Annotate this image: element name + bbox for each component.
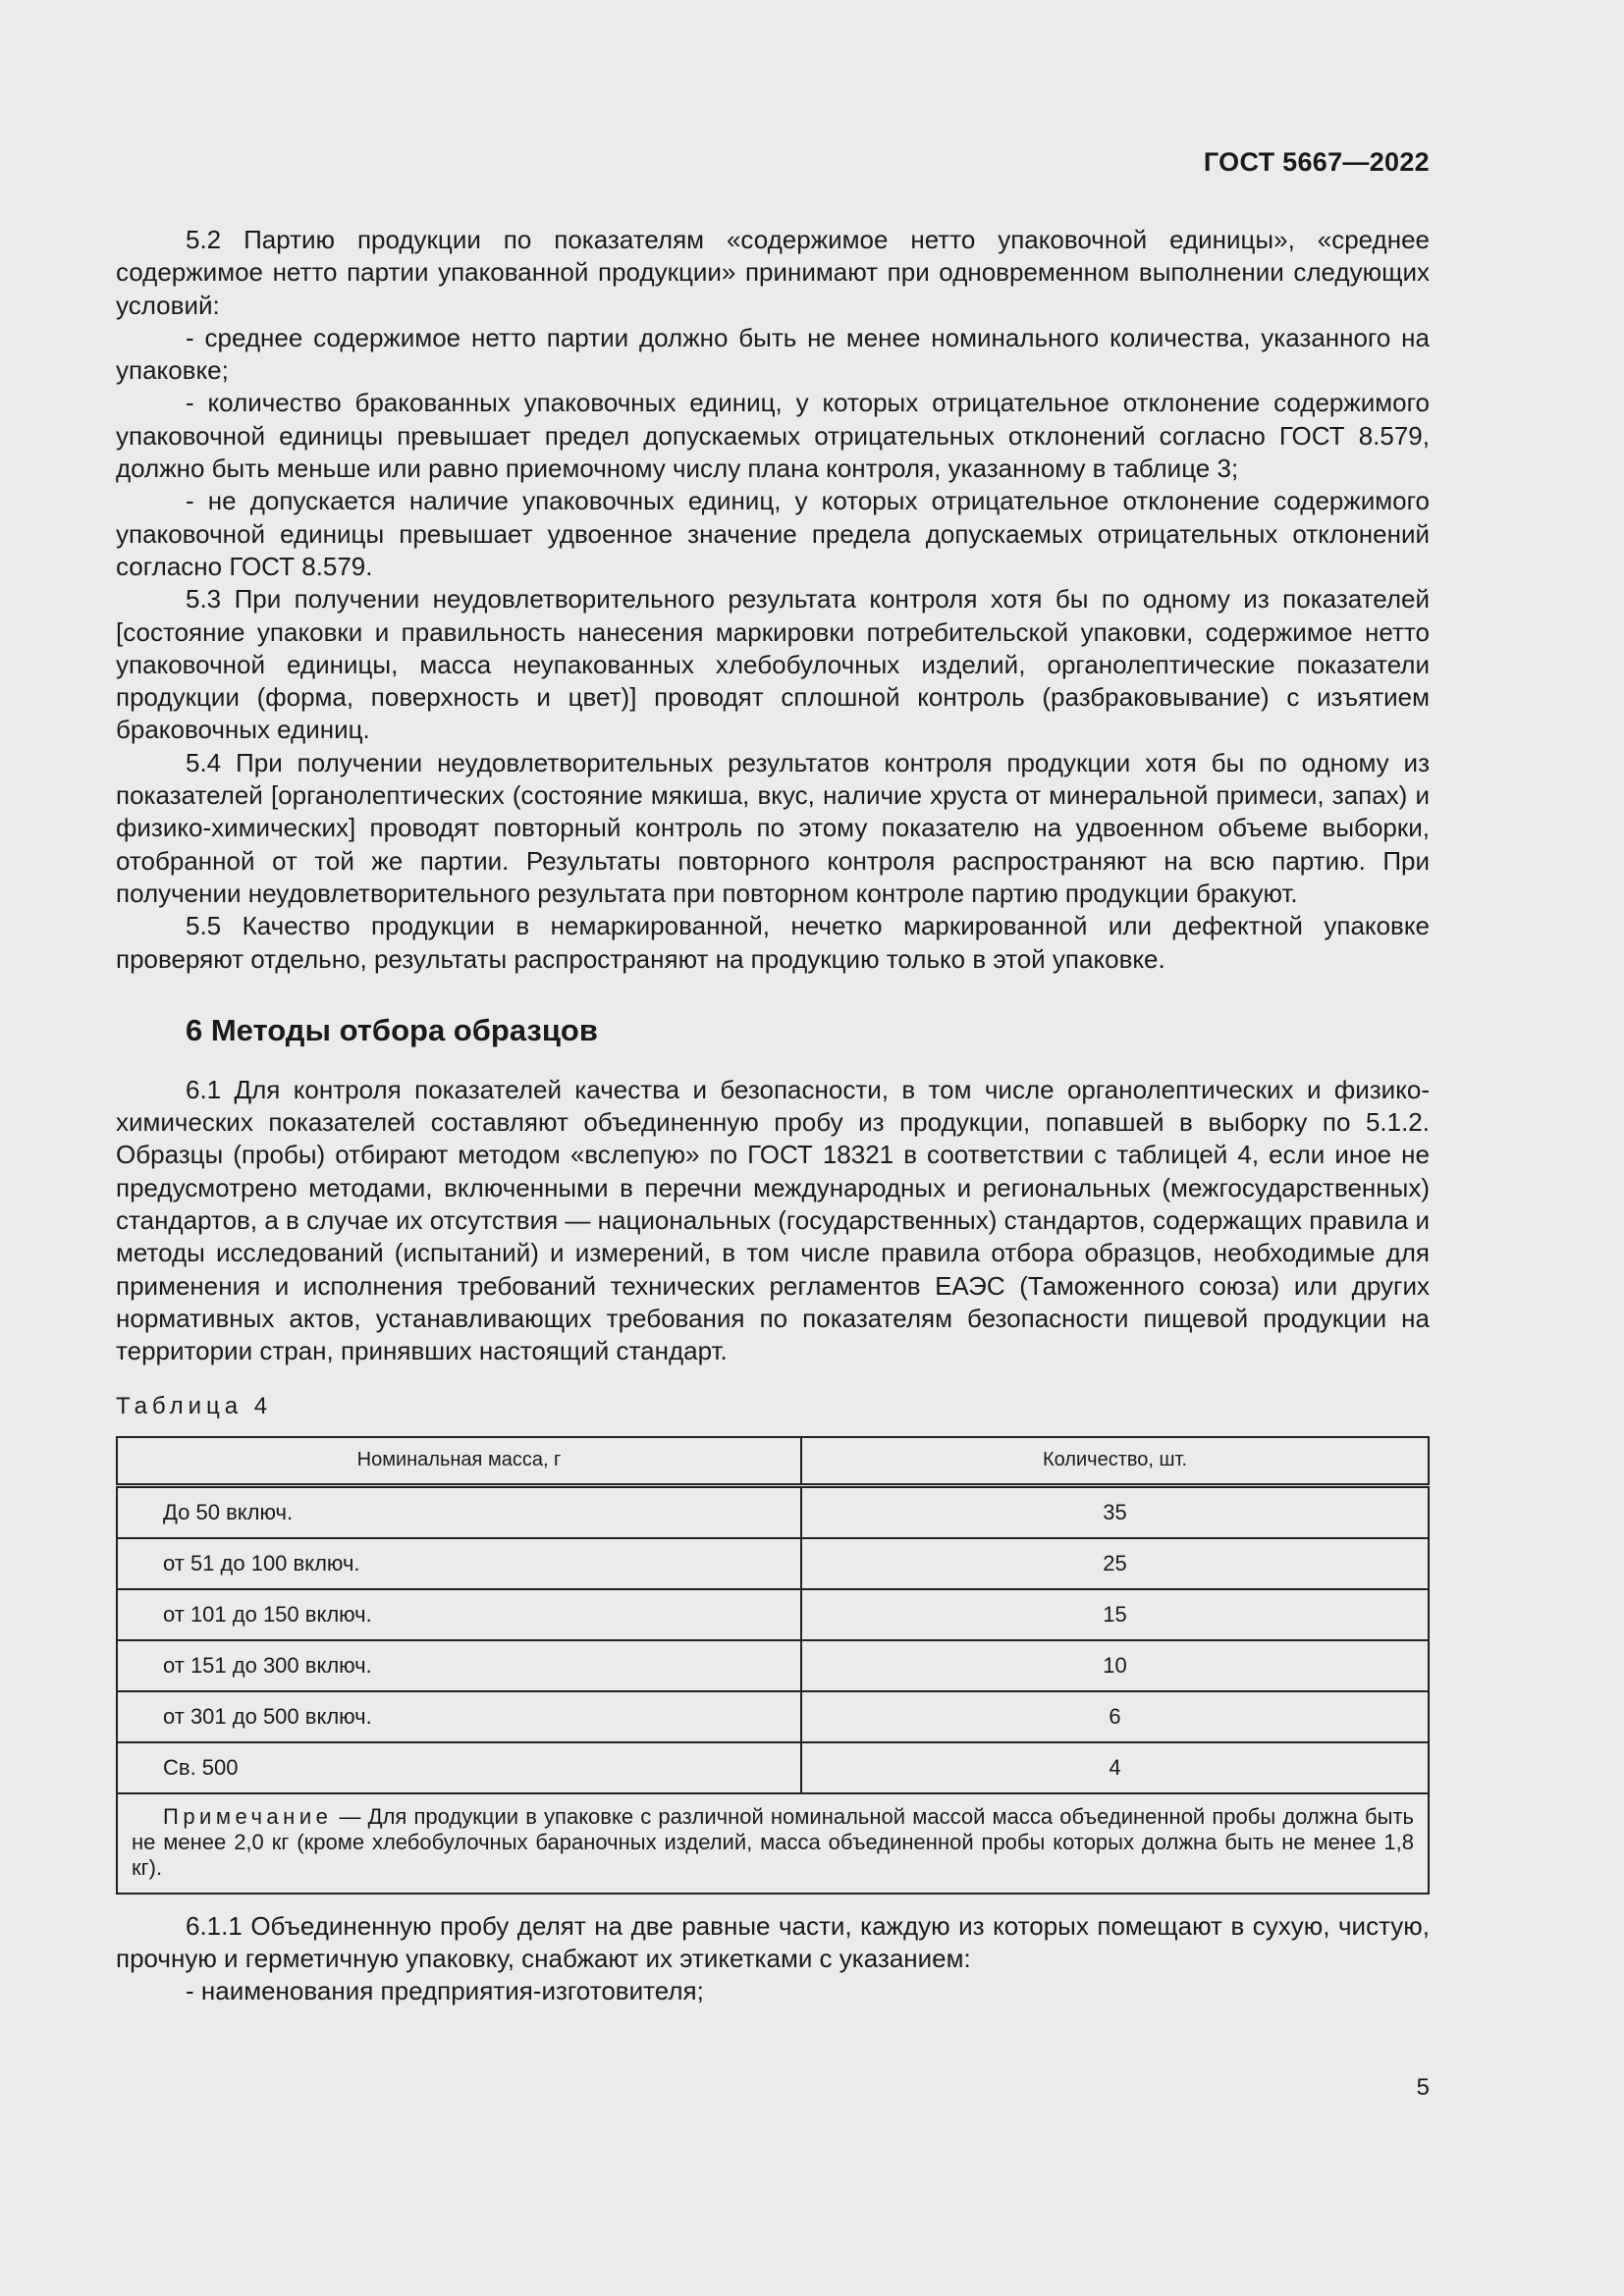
cell-quantity: 25 [801,1538,1429,1589]
table-caption: Таблица 4 [116,1392,273,1419]
paragraph-5-5: 5.5 Качество продукции в немаркированной, нечетко маркированной или дефектной упаковке проверяют отдельно, результаты распространяют на продукцию только в этой упаковке. [116,911,1430,974]
page-content [116,224,1430,2008]
table-row [117,1485,1429,1538]
cell-mass: от 101 до 150 включ. [117,1589,801,1640]
table-row [117,1742,1429,1793]
table-row [117,1538,1429,1589]
section-6-heading: 6 Методы отбора образцов [186,1012,598,1047]
cell-quantity: 4 [801,1742,1429,1793]
list-item-condition-1: - среднее содержимое нетто партии должно быть не менее номинального количества, указанного на упаковке; [116,322,1430,386]
table-row [117,1691,1429,1742]
document-code: ГОСТ 5667—2022 [1203,147,1430,177]
cell-quantity: 15 [801,1589,1429,1640]
cell-quantity: 10 [801,1640,1429,1691]
page-number: 5 [1416,2074,1430,2101]
note-label: Примечание [163,1803,333,1829]
list-item-manufacturer: - наименования предприятия-изготовителя; [186,1976,704,2006]
cell-quantity: 35 [801,1485,1429,1538]
after-table-block [116,1910,1430,2008]
column-header-mass: Номинальная масса, г [117,1437,801,1486]
paragraph-6-1-1: 6.1.1 Объединенную пробу делят на две равные части, каждую из которых помещают в сухую, чистую, прочную и герметичную упаковку, снабжают их этикетками с указанием: [116,1910,1430,1974]
cell-mass: от 51 до 100 включ. [117,1538,801,1589]
table-row [117,1640,1429,1691]
cell-quantity: 6 [801,1691,1429,1742]
paragraph-5-3: 5.3 При получении неудовлетворительного результата контроля хотя бы по одному из показателей [состояние упаковки и правильность нанесения маркировки потребительской упаковки, содержимое нетто упаковочной единицы, масса неупакованных хлебобулочных изделий, органолептические показатели продукции (форма, поверхность и цвет)] проводят сплошной контроль (разбраковывание) с изъятием браковочных единиц. [116,584,1430,745]
paragraph-5-2: 5.2 Партию продукции по показателям «содержимое нетто упаковочной единицы», «среднее содержимое нетто партии упакованной продукции» принимают при одновременном выполнении следующих условий: [116,225,1430,320]
table-row [117,1589,1429,1640]
column-header-quantity: Количество, шт. [801,1437,1429,1486]
table-header-row [117,1437,1429,1486]
cell-mass: от 151 до 300 включ. [117,1640,801,1691]
sample-size-table [116,1436,1430,1895]
paragraph-5-4: 5.4 При получении неудовлетворительных результатов контроля продукции хотя бы по одному из показателей [органолептических (состояние мякиша, вкус, наличие хруста от минеральной примеси, запах) и физико-химических] проводят повторный контроль по этому показателю на удвоенном объеме выборки, отобранной от той же партии. Результаты повторного контроля распространяют на всю партию. При получении неудовлетворительного результата при повторном контроле партию продукции бракуют. [116,747,1430,908]
list-item-condition-3: - не допускается наличие упаковочных единиц, у которых отрицательное отклонение содержимого упаковочной единицы превышает удвоенное значение предела допускаемых отрицательных отклонений согласно ГОСТ 8.579. [116,486,1430,581]
cell-mass: Св. 500 [117,1742,801,1793]
list-item-condition-2: - количество бракованных упаковочных единиц, у которых отрицательное отклонение содержимого упаковочной единицы превышает предел допускаемых отрицательных отклонений согласно ГОСТ 8.579, должно быть меньше или равно приемочному числу плана контроля, указанному в таблице 3; [116,388,1430,484]
note-text: — Для продукции в упаковке с различной номинальной массой масса объединенной пробы должна быть не менее 2,0 кг (кроме хлебобулочных бараночных изделий, масса объединенной пробы которых должна быть не менее 1,8 кг). [132,1803,1414,1880]
cell-mass: от 301 до 500 включ. [117,1691,801,1742]
table-note-row [117,1793,1429,1894]
cell-mass: До 50 включ. [117,1485,801,1538]
paragraph-6-1: 6.1 Для контроля показателей качества и безопасности, в том числе органолептических и физико-химических показателей составляют объединенную пробу из продукции, попавшей в выборку по 5.1.2. Образцы (пробы) отбирают методом «вслепую» по ГОСТ 18321 в соответствии с таблицей 4, если иное не предусмотрено методами, включенными в перечни международных и региональных (межгосударственных) стандартов, а в случае их отсутствия — национальных (государственных) стандартов, содержащих правила и методы исследований (испытаний) и измерений, в том числе правила отбора образцов, необходимые для применения и исполнения требований технических регламентов ЕАЭС (Таможенного союза) или других нормативных актов, устанавливающих требования по показателям безопасности пищевой продукции на территории стран, принявших настоящий стандарт. [116,1074,1430,1366]
table-note [117,1793,1429,1894]
